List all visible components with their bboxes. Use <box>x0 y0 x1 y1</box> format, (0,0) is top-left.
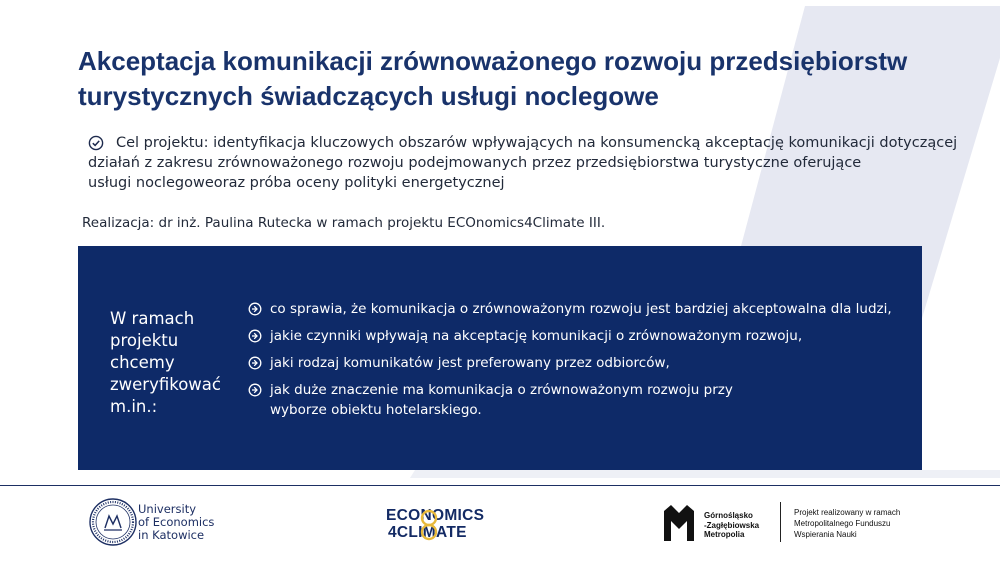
fund-note <box>794 507 900 540</box>
gzm-name-line: Górnośląsko <box>704 511 753 520</box>
economics-4-climate-logo <box>386 507 504 543</box>
gzm-name-line: -Zagłębiowska <box>704 520 760 530</box>
goal-line-3: usługi noclegoweoraz próba oceny polityki energetycznej <box>88 175 505 191</box>
footer-vertical-divider <box>780 502 781 542</box>
panel-heading-line: zweryfikować <box>110 375 221 394</box>
university-name-line: of Economics <box>138 515 215 529</box>
page-title <box>78 44 938 114</box>
university-seal-icon <box>88 497 138 547</box>
research-questions-list <box>248 299 908 427</box>
economics-logo-line-1: ECONOMICS <box>386 507 485 524</box>
university-name-line: University <box>138 502 197 516</box>
gzm-name-line: Metropolia <box>704 530 745 539</box>
arrow-circle-right-icon <box>248 302 262 316</box>
arrow-circle-right-icon <box>248 329 262 343</box>
metropolia-m-icon <box>662 503 696 543</box>
university-name-line: in Katowice <box>138 528 205 542</box>
footer-divider <box>0 485 1000 486</box>
realization-note: Realizacja: dr inż. Paulina Rutecka w ramach projektu ECOnomics4Climate III. <box>82 215 606 231</box>
title-line-2: turystycznych świadczących usługi noclegowe <box>78 81 659 111</box>
list-item-text: jakie czynniki wpływają na akceptację komunikacji o zrównoważonym rozwoju, <box>270 328 803 344</box>
list-item <box>248 299 908 319</box>
check-circle-icon <box>88 135 104 151</box>
arrow-circle-right-icon <box>248 383 262 397</box>
panel-heading <box>110 308 240 418</box>
panel-heading-line: projektu <box>110 331 179 350</box>
fund-note-line: Wspierania Nauki <box>794 530 857 539</box>
goal-line-2: działań z zakresu zrównoważonego rozwoju podejmowanych przez przedsiębiorstwa turystyczne oferujące <box>88 155 862 171</box>
panel-heading-line: chcemy <box>110 353 175 372</box>
arrow-circle-right-icon <box>248 356 262 370</box>
list-item <box>248 326 908 346</box>
fund-note-line: Metropolitalnego Funduszu <box>794 519 891 528</box>
goal-line-1: Cel projektu: identyfikacja kluczowych obszarów wpływających na konsumencką akceptację komunikacji dotyczącej <box>116 135 958 151</box>
panel-heading-line: m.in.: <box>110 397 158 416</box>
list-item <box>248 353 908 373</box>
gzm-logo <box>662 503 772 543</box>
title-line-1: Akceptacja komunikacji zrównoważonego rozwoju przedsiębiorstw <box>78 46 908 76</box>
panel-heading-line: W ramach <box>110 309 195 328</box>
rings-icon <box>416 508 442 542</box>
research-scope-panel <box>78 246 922 470</box>
fund-note-line: Projekt realizowany w ramach <box>794 508 901 517</box>
project-goal <box>88 133 958 193</box>
list-item-text: co sprawia, że komunikacja o zrównoważonym rozwoju jest bardziej akceptowalna dla ludzi, <box>270 301 892 317</box>
list-item <box>248 380 790 420</box>
economics-logo-line-2: 4CLIMATE <box>388 524 467 541</box>
list-item-text: jak duże znaczenie ma komunikacja o zrównoważonym rozwoju przy wyborze obiektu hotelarskiego. <box>270 382 733 418</box>
list-item-text: jaki rodzaj komunikatów jest preferowany przez odbiorców, <box>270 355 670 371</box>
university-logo <box>88 497 238 549</box>
